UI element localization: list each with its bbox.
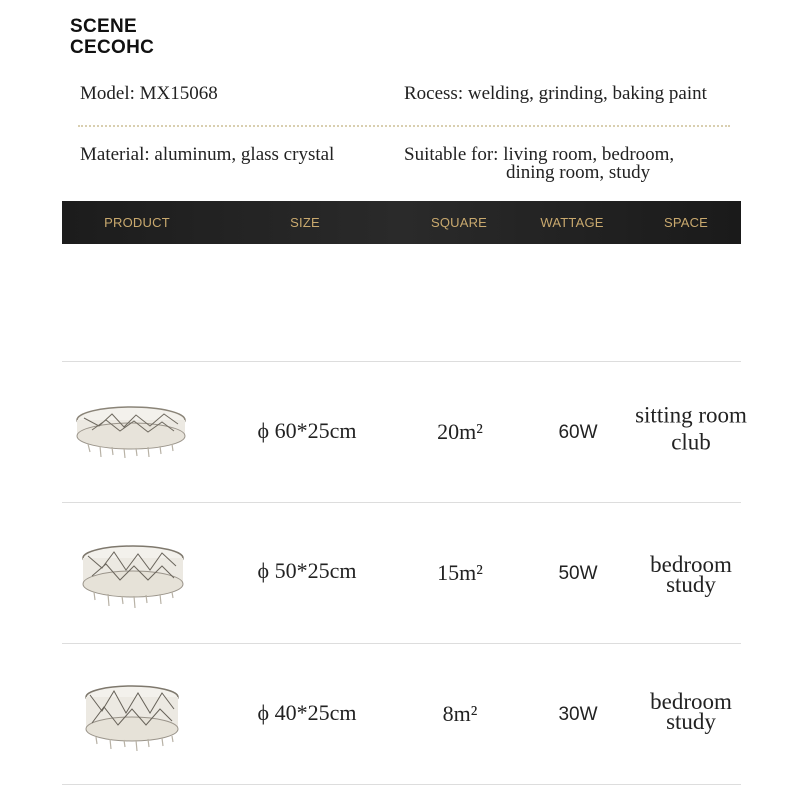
crystal-ceiling-lamp-icon [80,681,184,753]
dotted-divider [78,125,730,127]
space-line-1: bedroom [650,552,732,577]
brand-line-1: SCENE [70,16,137,37]
row-divider [62,643,741,644]
space-line-2: study [666,572,716,597]
size-cell: ϕ 50*25cm [257,558,357,583]
brand-logo [70,16,154,58]
header-wattage: WATTAGE [540,215,604,230]
space-line-2: club [671,429,711,455]
wattage-cell: 50W [558,563,598,584]
table-header [62,201,741,244]
model-spec: Model: MX15068 [80,83,218,104]
header-square: SQUARE [430,215,488,230]
crystal-ceiling-lamp-icon [74,400,188,460]
space-line-1: sitting room [635,402,747,428]
space-cell [650,689,732,734]
square-cell: 8m² [442,701,478,726]
space-cell [650,552,732,597]
space-line-1: bedroom [650,689,732,714]
row-divider [62,502,741,503]
size-cell: ϕ 40*25cm [257,700,357,725]
row-divider [62,784,741,785]
wattage-cell: 30W [558,704,598,725]
material-spec: Material: aluminum, glass crystal [80,144,335,165]
suitable-spec-line-1: Suitable for: living room, bedroom, [404,144,675,165]
process-spec: Rocess: welding, grinding, baking paint [404,83,707,104]
brand-line-2: CECOHC [70,37,155,58]
wattage-cell: 60W [558,422,598,443]
suitable-spec-line-2: dining room, study [506,162,651,183]
space-line-2: study [666,709,716,734]
header-product: PRODUCT [104,215,170,230]
space-cell [635,402,747,455]
header-space: SPACE [663,215,709,230]
header-size: SIZE [290,215,320,230]
crystal-ceiling-lamp-icon [80,540,186,610]
square-cell: 20m² [437,419,483,444]
size-cell: ϕ 60*25cm [257,418,357,443]
row-divider [62,361,741,362]
square-cell: 15m² [437,560,483,585]
